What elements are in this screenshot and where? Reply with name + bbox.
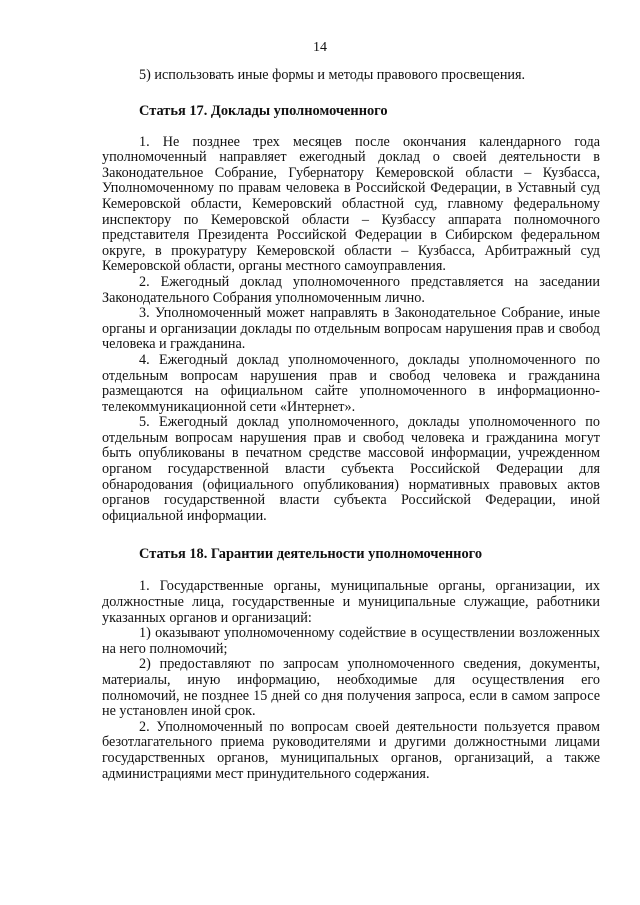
article-18-subitem-1: 1) оказывают уполномоченному содействие в осуществлении возложенных на него полномочий; — [102, 625, 600, 657]
page-content — [102, 68, 600, 782]
article-18-paragraph-2: 2. Уполномоченный по вопросам своей деятельности пользуется правом безотлагательного приема руководителями и другими должностными лицами государственных органов, муниципальных органов, организаций, а также администрациями мест принудительного содержания. — [102, 718, 600, 782]
article-17-heading: Статья 17. Доклады уполномоченного — [139, 102, 388, 119]
intro-list-item: 5) использовать иные формы и методы правового просвещения. — [139, 67, 526, 83]
article-17-paragraph-1: 1. Не позднее трех месяцев после окончания календарного года уполномоченный направляет ежегодный доклад о своей деятельности в Законодательное Собрание, Губернатору Кемеровской области – Кузбасса, Уполномоченному по правам человека в Российской Федерации, в Уставный суд Кемеровской области, Кемеровский областной суд, главному федеральному инспектору по Кемеровской области – Кузбассу аппарата полномочного представителя Президента Российской Федерации в Сибирском федеральном округе, в прокуратуру Кемеровской области – Кузбасса, Арбитражный суд Кемеровской области, органы местного самоуправления. — [102, 133, 600, 275]
article-18-paragraph-1: 1. Государственные органы, муниципальные органы, организации, их должностные лица, государственные и муниципальные служащие, работники указанных органов и организаций: — [102, 578, 600, 626]
article-18-heading: Статья 18. Гарантии деятельности уполномоченного — [139, 546, 483, 563]
article-18-subitem-2: 2) предоставляют по запросам уполномоченного сведения, документы, материалы, иную информацию, необходимые для осуществления его полномочий, не позднее 15 дней со дня получения запроса, если в самом запросе не установлен иной срок. — [102, 656, 600, 720]
article-17-paragraph-4: 4. Ежегодный доклад уполномоченного, доклады уполномоченного по отдельным вопросам нарушения прав и свобод человека и гражданина размещаются на официальном сайте уполномоченного в информационно-телекоммуникационной сети «Интернет». — [102, 351, 600, 415]
article-17-paragraph-5: 5. Ежегодный доклад уполномоченного, доклады уполномоченного по отдельным вопросам нарушения прав и свобод человека и гражданина могут быть опубликованы в печатном средстве массовой информации, учрежденном органом государственной власти субъекта Российской Федерации для обнародования (официального опубликования) нормативных правовых актов органов государственной власти субъекта Российской Федерации, иной официальной информации. — [102, 414, 600, 524]
page-number: 14 — [313, 40, 327, 55]
article-17-paragraph-3: 3. Уполномоченный может направлять в Законодательное Собрание, иные органы и организации доклады по отдельным вопросам нарушения прав и свобод человека и гражданина. — [102, 305, 600, 353]
article-17-paragraph-2: 2. Ежегодный доклад уполномоченного представляется на заседании Законодательного Собрания уполномоченным лично. — [102, 273, 600, 306]
